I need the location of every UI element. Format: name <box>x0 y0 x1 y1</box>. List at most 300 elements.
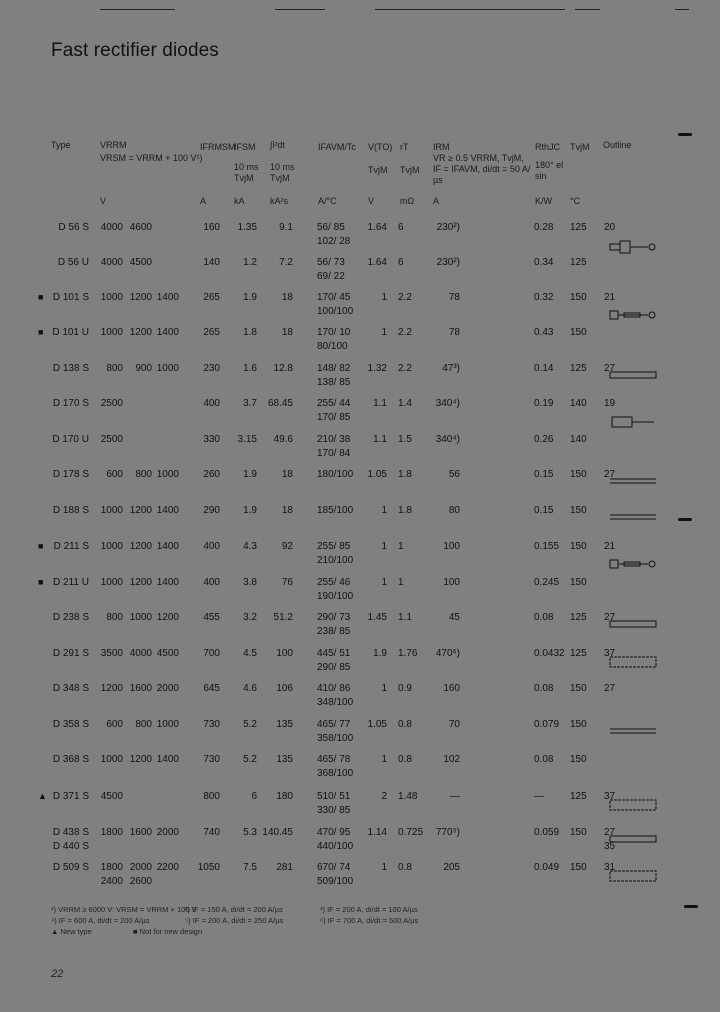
cell-v3: 1400 <box>156 327 179 338</box>
col-ifsm-sub: 10 ms TvjM <box>234 162 259 183</box>
package-outline-drawing <box>608 558 658 570</box>
cell-v1: 1000 <box>100 754 123 765</box>
cell-rt: 0.8 <box>398 719 412 730</box>
legend-new-type: ▲ New type <box>51 927 92 936</box>
package-outline-drawing <box>608 834 658 846</box>
cell-tvj: 150 <box>570 577 587 588</box>
cell-v2: 2600 <box>129 876 152 887</box>
cell-irm: 160 <box>443 683 460 694</box>
cell-v1: 1000 <box>100 292 123 303</box>
cell-rth: 0.26 <box>534 434 554 445</box>
cell-irm: 47³) <box>442 363 460 374</box>
cell-ifsm: 5.2 <box>243 754 257 765</box>
cell-rt: 0.8 <box>398 754 412 765</box>
cell-i2t: 281 <box>276 862 293 873</box>
cell-irm: 100 <box>443 541 460 552</box>
margin-mark <box>678 518 692 521</box>
row-marker: ■ <box>38 327 44 337</box>
cell-v2: 1200 <box>129 541 152 552</box>
cell-type: D 371 S <box>52 791 89 802</box>
cell-v3: 1400 <box>156 577 179 588</box>
package-outline-drawing <box>608 869 658 881</box>
cell-type: D 56 U <box>57 257 89 268</box>
cell-outline: 27 <box>604 827 616 838</box>
cell-rt: 0.725 <box>398 827 424 838</box>
cell-ifav: 185/100 <box>317 505 354 516</box>
page-number: 22 <box>51 968 64 980</box>
cell-ifrmsm: 800 <box>203 791 220 802</box>
col-vto: V(TO) <box>368 142 393 152</box>
cell-v3: 2200 <box>156 862 179 873</box>
cell-rt: 6 <box>398 222 404 233</box>
margin-mark <box>684 905 698 908</box>
cell-ifrmsm: 330 <box>203 434 220 445</box>
cell-i2t: 68.45 <box>267 398 293 409</box>
cell-ifrmsm: 400 <box>203 398 220 409</box>
cell-vto: 1 <box>381 754 387 765</box>
cell-ifav: 80/100 <box>317 341 348 352</box>
cell-irm: 80 <box>448 505 460 516</box>
cell-i2t: 180 <box>276 791 293 802</box>
unit-volt: V <box>368 196 375 206</box>
cell-ifrmsm: 455 <box>203 612 220 623</box>
cell-rt: 2.2 <box>398 292 412 303</box>
margin-mark <box>678 133 692 136</box>
cell-tvj: 140 <box>570 398 587 409</box>
cell-ifrmsm: 1050 <box>197 862 220 873</box>
cell-irm: 205 <box>443 862 460 873</box>
package-outline-drawing <box>608 309 658 321</box>
cell-rt: 1 <box>398 541 404 552</box>
cell-irm: 470⁶) <box>435 648 460 659</box>
cell-ifav: 510/ 51 <box>317 791 351 802</box>
col-irm-sub: VR ≥ 0.5 VRRM, TvjM, IF = IFAVM, di/dt = 50 A/µs <box>433 153 531 185</box>
cell-v1: 800 <box>106 612 123 623</box>
cell-rt: 1.48 <box>398 791 418 802</box>
header-rule <box>275 9 325 10</box>
row-marker: ■ <box>38 541 44 551</box>
cell-ifrmsm: 645 <box>203 683 220 694</box>
cell-tvj: 125 <box>570 257 587 268</box>
cell-type: D 178 S <box>52 469 89 480</box>
cell-ifsm: 6 <box>251 791 257 802</box>
package-outline-drawing <box>608 512 658 524</box>
cell-ifav: 170/ 45 <box>317 292 351 303</box>
cell-ifav: 465/ 78 <box>317 754 351 765</box>
cell-ifsm: 3.15 <box>237 434 257 445</box>
cell-rth: 0.43 <box>534 327 554 338</box>
cell-i2t: 9.1 <box>279 222 293 233</box>
cell-v1: 1000 <box>100 505 123 516</box>
col-outline: Outline <box>603 140 632 150</box>
cell-v2: 1000 <box>129 612 152 623</box>
cell-vto: 1.45 <box>367 612 387 623</box>
col-ifsm: IFSM <box>234 142 256 152</box>
row-marker: ■ <box>38 292 44 302</box>
cell-type: D 348 S <box>52 683 89 694</box>
cell-v1: 1200 <box>100 683 123 694</box>
cell-rt: 0.9 <box>398 683 412 694</box>
unit-kas: kA²s <box>270 196 288 206</box>
cell-type: D 211 S <box>53 541 89 552</box>
cell-rth: 0.08 <box>534 683 554 694</box>
cell-type: D 358 S <box>52 719 89 730</box>
cell-v1: 4000 <box>100 257 123 268</box>
cell-v2: 800 <box>135 469 152 480</box>
cell-i2t: 100 <box>276 648 293 659</box>
cell-tvj: 150 <box>570 683 587 694</box>
cell-v2: 2000 <box>129 862 152 873</box>
cell-outline: 31 <box>604 862 616 873</box>
unit-c: °C <box>570 196 581 206</box>
cell-i2t: 135 <box>276 754 293 765</box>
cell-ifsm: 1.9 <box>243 469 257 480</box>
cell-ifsm: 5.2 <box>243 719 257 730</box>
cell-ifsm: 1.9 <box>243 505 257 516</box>
page-title: Fast rectifier diodes <box>51 40 219 61</box>
cell-vto: 1 <box>381 292 387 303</box>
cell-irm: 770⁵) <box>435 827 460 838</box>
cell-v3: 1000 <box>156 719 179 730</box>
col-tvjm: TvjM <box>570 142 590 152</box>
cell-vto: 1 <box>381 683 387 694</box>
cell-type: D 170 S <box>52 398 89 409</box>
cell-v3: 1400 <box>156 292 179 303</box>
cell-ifrmsm: 265 <box>203 292 220 303</box>
cell-rth: 0.079 <box>534 719 560 730</box>
cell-type: D 170 U <box>52 434 89 445</box>
cell-rth: 0.245 <box>534 577 560 588</box>
cell-type: D 509 S <box>52 862 89 873</box>
cell-irm: 230²) <box>436 222 460 233</box>
cell-i2t: 18 <box>281 469 293 480</box>
cell-ifsm: 1.6 <box>243 363 257 374</box>
cell-ifrmsm: 730 <box>203 719 220 730</box>
cell-tvj: 125 <box>570 648 587 659</box>
cell-irm: 78 <box>448 292 460 303</box>
cell-outline: 21 <box>604 292 616 303</box>
cell-v1: 1800 <box>100 862 123 873</box>
header-rule <box>575 9 600 10</box>
cell-type: D 291 S <box>52 648 89 659</box>
cell-vto: 1.32 <box>367 363 387 374</box>
cell-tvj: 150 <box>570 505 587 516</box>
cell-vto: 1.1 <box>373 398 387 409</box>
footnote-5: ⁵) IF = 200 A, di/dt = 250 A/µs <box>185 916 284 925</box>
cell-irm: 56 <box>448 469 460 480</box>
cell-i2t: 49.6 <box>273 434 293 445</box>
cell-ifav: 69/ 22 <box>317 271 345 282</box>
footnote-2: ²) IF = 150 A, di/dt = 200 A/µs <box>185 905 283 914</box>
cell-ifrmsm: 730 <box>203 754 220 765</box>
cell-tvj: 150 <box>570 541 587 552</box>
cell-tvj: 150 <box>570 754 587 765</box>
cell-v2: 1200 <box>129 754 152 765</box>
cell-v1: 2500 <box>100 398 123 409</box>
cell-vto: 1.05 <box>367 469 387 480</box>
package-outline-drawing <box>608 798 658 810</box>
unit-kw: K/W <box>535 196 552 206</box>
cell-ifav: 238/ 85 <box>317 626 351 637</box>
cell-v2: 1600 <box>129 683 152 694</box>
cell-v1: 600 <box>106 719 123 730</box>
cell-ifsm: 3.7 <box>243 398 257 409</box>
cell-ifsm: 3.2 <box>243 612 257 623</box>
cell-outline: 27 <box>604 612 616 623</box>
cell-vto: 2 <box>381 791 387 802</box>
cell-ifav: 210/ 38 <box>317 434 351 445</box>
cell-v2: 1200 <box>129 292 152 303</box>
cell-type: D 238 S <box>52 612 89 623</box>
package-outline-drawing <box>608 370 658 382</box>
cell-ifav: 210/100 <box>317 555 354 566</box>
cell-type: D 188 S <box>52 505 89 516</box>
cell-i2t: 18 <box>281 292 293 303</box>
cell-rt: 1.5 <box>398 434 412 445</box>
cell-ifsm: 1.2 <box>243 257 257 268</box>
cell-irm: 340⁴) <box>435 434 460 445</box>
cell-vto: 1.64 <box>367 222 387 233</box>
cell-v3: 1400 <box>156 754 179 765</box>
col-vrrm: VRRM <box>100 140 127 150</box>
cell-ifrmsm: 740 <box>203 827 220 838</box>
cell-ifav: 410/ 86 <box>317 683 351 694</box>
cell-rth: 0.059 <box>534 827 560 838</box>
cell-rt: 6 <box>398 257 404 268</box>
header-rule <box>675 9 689 10</box>
cell-ifsm: 1.9 <box>243 292 257 303</box>
row-marker: ▲ <box>38 791 47 801</box>
cell-rth: 0.19 <box>534 398 554 409</box>
cell-ifav: 56/ 85 <box>317 222 345 233</box>
cell-ifav: 670/ 74 <box>317 862 351 873</box>
cell-ifrmsm: 160 <box>203 222 220 233</box>
footnote-4: ⁴) IF = 600 A, di/dt = 200 A/µs <box>51 916 150 925</box>
cell-tvj: 125 <box>570 612 587 623</box>
cell-i2t: 106 <box>276 683 293 694</box>
cell-outline: 27 <box>604 363 616 374</box>
cell-rth: 0.14 <box>534 363 554 374</box>
cell-ifav: 148/ 82 <box>317 363 351 374</box>
cell-v1: 1000 <box>100 327 123 338</box>
cell-tvj: 150 <box>570 469 587 480</box>
cell-rt: 1.76 <box>398 648 418 659</box>
cell-ifav: 368/100 <box>317 768 354 779</box>
col-i2t: ∫i²dt <box>270 140 285 150</box>
cell-type: D 211 U <box>53 577 89 588</box>
cell-ifsm: 1.8 <box>243 327 257 338</box>
cell-i2t: 7.2 <box>279 257 293 268</box>
cell-i2t: 18 <box>281 327 293 338</box>
cell-rt: 2.2 <box>398 327 412 338</box>
cell-ifrmsm: 400 <box>203 577 220 588</box>
cell-v3: 1400 <box>156 541 179 552</box>
cell-ifav: 255/ 44 <box>317 398 351 409</box>
cell-i2t: 140.45 <box>262 827 293 838</box>
cell-rth: 0.155 <box>534 541 560 552</box>
cell-tvj: 125 <box>570 363 587 374</box>
cell-outline: 35 <box>604 841 616 852</box>
cell-outline: 19 <box>604 398 616 409</box>
cell-ifsm: 5.3 <box>243 827 257 838</box>
cell-ifav: 170/ 85 <box>317 412 351 423</box>
unit-a: A <box>200 196 207 206</box>
cell-v2: 1200 <box>129 577 152 588</box>
cell-irm: 230²) <box>436 257 460 268</box>
cell-ifrmsm: 400 <box>203 541 220 552</box>
cell-ifsm: 3.8 <box>243 577 257 588</box>
cell-v3: 2000 <box>156 827 179 838</box>
cell-ifav: 440/100 <box>317 841 354 852</box>
cell-irm: 102 <box>443 754 460 765</box>
cell-v2: 1200 <box>129 327 152 338</box>
col-ifrmsm: IFRMSM <box>200 142 236 152</box>
unit-v: V <box>100 196 107 206</box>
cell-i2t: 92 <box>281 541 293 552</box>
cell-type: D 101 U <box>52 327 89 338</box>
cell-rt: 1.8 <box>398 469 412 480</box>
cell-ifav: 290/ 73 <box>317 612 351 623</box>
col-irm: IRM <box>433 142 450 152</box>
cell-i2t: 135 <box>276 719 293 730</box>
cell-v3: 1000 <box>156 363 179 374</box>
col-type: Type <box>51 140 71 150</box>
cell-irm: 78 <box>448 327 460 338</box>
row-marker: ■ <box>38 577 44 587</box>
cell-rth: 0.32 <box>534 292 554 303</box>
cell-rth: 0.08 <box>534 754 554 765</box>
cell-vto: 1 <box>381 505 387 516</box>
cell-outline: 21 <box>604 541 616 552</box>
cell-ifav: 102/ 28 <box>317 236 351 247</box>
col-vrsm: VRSM = VRRM + 100 V¹) <box>100 153 203 163</box>
package-outline-drawing <box>608 619 658 631</box>
cell-ifav: 509/100 <box>317 876 354 887</box>
cell-rth: 0.08 <box>534 612 554 623</box>
cell-v2: 4600 <box>129 222 152 233</box>
cell-ifav: 348/100 <box>317 697 354 708</box>
cell-v2: 4500 <box>129 257 152 268</box>
cell-irm: 340⁴) <box>435 398 460 409</box>
package-outline-drawing <box>608 476 658 488</box>
col-rt-sub: TvjM <box>400 165 420 175</box>
cell-v2: 800 <box>135 719 152 730</box>
cell-v1: 800 <box>106 363 123 374</box>
cell-ifsm: 7.5 <box>243 862 257 873</box>
col-rthjc: RthJC <box>535 142 561 152</box>
col-vto-sub: TvjM <box>368 165 388 175</box>
cell-rt: 1.4 <box>398 398 412 409</box>
cell-vto: 1 <box>381 541 387 552</box>
cell-ifrmsm: 230 <box>203 363 220 374</box>
cell-rt: 2.2 <box>398 363 412 374</box>
cell-ifrmsm: 700 <box>203 648 220 659</box>
package-outline-drawing <box>608 239 658 251</box>
cell-v1: 1000 <box>100 541 123 552</box>
cell-tvj: 150 <box>570 862 587 873</box>
cell-irm: 45 <box>448 612 460 623</box>
cell-ifav: 330/ 85 <box>317 805 351 816</box>
cell-rth: — <box>534 791 544 802</box>
cell-rt: 1 <box>398 577 404 588</box>
cell-v3: 1200 <box>156 612 179 623</box>
cell-v1: 4000 <box>100 222 123 233</box>
cell-type: D 56 S <box>58 222 89 233</box>
cell-v3: 1000 <box>156 469 179 480</box>
cell-tvj: 125 <box>570 222 587 233</box>
cell-vto: 1.9 <box>373 648 387 659</box>
cell-vto: 1.64 <box>367 257 387 268</box>
col-rt: rT <box>400 142 409 152</box>
cell-type: D 440 S <box>52 841 89 852</box>
cell-ifsm: 1.35 <box>237 222 257 233</box>
legend-not-new-design: ■ Not for new design <box>133 927 203 936</box>
cell-ifsm: 4.3 <box>243 541 257 552</box>
cell-v1: 4500 <box>100 791 123 802</box>
cell-v3: 2000 <box>156 683 179 694</box>
cell-ifav: 465/ 77 <box>317 719 351 730</box>
cell-ifav: 470/ 95 <box>317 827 351 838</box>
cell-v1: 2400 <box>100 876 123 887</box>
cell-ifrmsm: 140 <box>203 257 220 268</box>
cell-vto: 1.14 <box>367 827 387 838</box>
cell-irm: — <box>450 791 460 802</box>
cell-ifsm: 4.5 <box>243 648 257 659</box>
col-ifav: IFAVM/Tc <box>318 142 356 152</box>
cell-rth: 0.28 <box>534 222 554 233</box>
cell-rth: 0.15 <box>534 469 554 480</box>
cell-ifrmsm: 260 <box>203 469 220 480</box>
cell-tvj: 125 <box>570 791 587 802</box>
cell-type: D 368 S <box>52 754 89 765</box>
cell-vto: 1 <box>381 327 387 338</box>
cell-outline: 20 <box>604 222 616 233</box>
cell-ifrmsm: 265 <box>203 327 220 338</box>
cell-v2: 900 <box>135 363 152 374</box>
cell-ifrmsm: 290 <box>203 505 220 516</box>
cell-outline: 37 <box>604 791 616 802</box>
cell-rt: 1.8 <box>398 505 412 516</box>
footnote-3: ³) IF = 200 A, di/dt = 100 A/µs <box>320 905 418 914</box>
package-outline-drawing <box>608 726 658 738</box>
unit-ac: A/°C <box>318 196 337 206</box>
cell-tvj: 150 <box>570 292 587 303</box>
cell-rth: 0.15 <box>534 505 554 516</box>
cell-ifav: 170/ 10 <box>317 327 351 338</box>
cell-v3: 1400 <box>156 505 179 516</box>
cell-i2t: 12.8 <box>273 363 293 374</box>
cell-rt: 1.1 <box>398 612 412 623</box>
cell-irm: 70 <box>448 719 460 730</box>
unit-ka: kA <box>234 196 245 206</box>
cell-rth: 0.34 <box>534 257 554 268</box>
cell-rth: 0.0432 <box>534 648 565 659</box>
cell-tvj: 140 <box>570 434 587 445</box>
cell-ifav: 138/ 85 <box>317 377 351 388</box>
cell-i2t: 76 <box>281 577 293 588</box>
cell-v1: 1800 <box>100 827 123 838</box>
cell-ifav: 190/100 <box>317 591 354 602</box>
cell-v2: 4000 <box>129 648 152 659</box>
col-rthjc-sub: 180° el sin <box>535 160 564 181</box>
unit-mohm: mΩ <box>400 196 415 206</box>
cell-ifav: 255/ 85 <box>317 541 351 552</box>
cell-v2: 1600 <box>129 827 152 838</box>
cell-ifav: 445/ 51 <box>317 648 351 659</box>
cell-tvj: 150 <box>570 327 587 338</box>
cell-v1: 3500 <box>100 648 123 659</box>
cell-v3: 4500 <box>156 648 179 659</box>
